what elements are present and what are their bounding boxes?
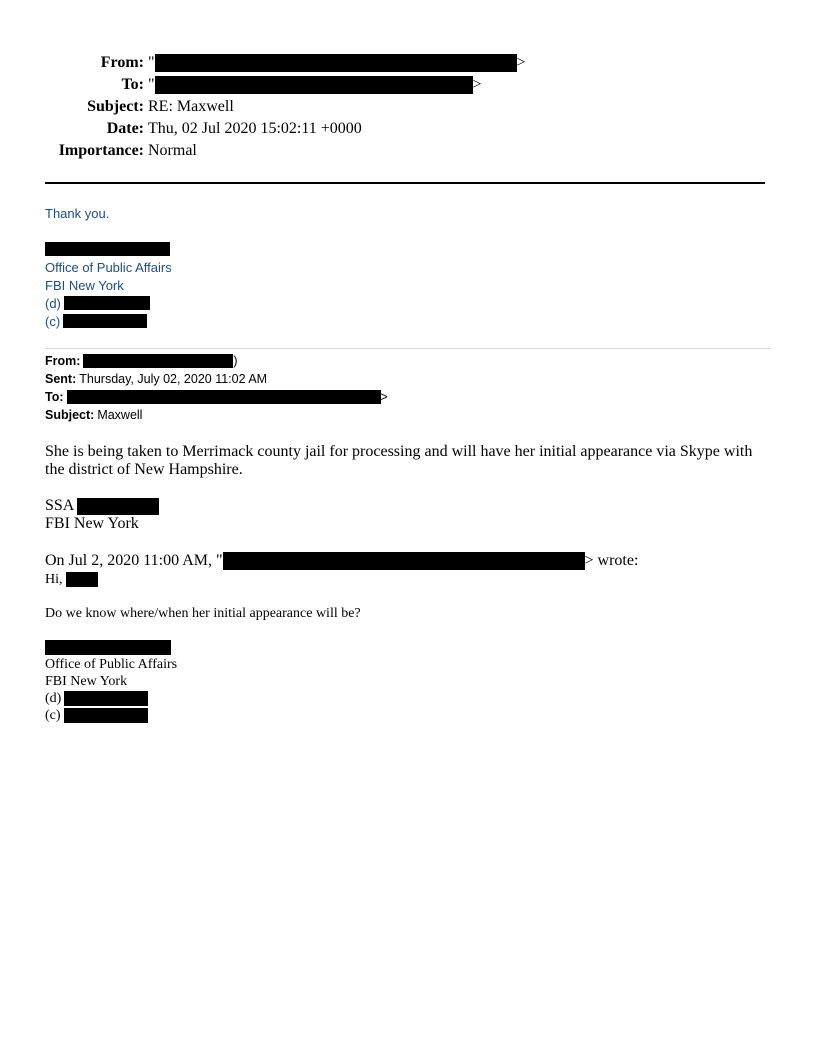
fwd-to-label: To:: [45, 390, 64, 404]
subject-value: RE: Maxwell: [148, 98, 234, 115]
quote-greeting: Hi,: [45, 571, 63, 587]
redaction-bar: [77, 498, 159, 515]
redaction-bar: [64, 296, 150, 310]
fwd-subject-value: Maxwell: [97, 408, 143, 422]
redaction-bar: [223, 552, 585, 570]
redaction-bar: [45, 242, 170, 256]
fwd-sent-value: Thursday, July 02, 2020 11:02 AM: [79, 372, 268, 386]
redaction-bar: [63, 314, 147, 328]
quoted-message: [45, 551, 765, 724]
redaction-bar: [155, 76, 473, 94]
redaction-bar: [67, 390, 381, 404]
from-quote: ": [148, 54, 155, 71]
importance-label: Importance:: [58, 142, 144, 159]
signature-title: SSA: [45, 497, 75, 514]
redaction-bar: [155, 54, 517, 72]
to-label: To:: [121, 76, 144, 93]
quote-sig-org: FBI New York: [45, 673, 128, 689]
redaction-bar: [64, 691, 148, 706]
to-close: >: [472, 76, 482, 93]
redaction-bar: [83, 354, 233, 368]
redaction-bar: [45, 640, 171, 655]
quote-sig-d-label: (d): [45, 690, 62, 706]
forwarded-header: [45, 352, 388, 424]
quote-sig-c-label: (c): [45, 707, 61, 723]
fwd-sent-label: Sent:: [45, 372, 77, 386]
header-from-row: [0, 52, 760, 74]
header-importance-row: [0, 140, 760, 162]
header-to-row: [0, 74, 760, 96]
date-label: Date:: [106, 120, 144, 137]
reply-text: Thank you.: [45, 205, 110, 221]
header-date-row: [0, 118, 760, 140]
reply-block: [45, 204, 172, 330]
fwd-from-close: ): [233, 354, 238, 368]
redaction-bar: [64, 708, 148, 723]
signature-c-label: (c): [45, 313, 61, 329]
header-divider: [45, 182, 765, 184]
email-header: [0, 52, 760, 162]
fwd-from-label: From:: [45, 354, 81, 368]
signature-org: FBI New York: [45, 515, 139, 532]
header-subject-row: [0, 96, 760, 118]
fwd-subject-label: Subject:: [45, 408, 95, 422]
date-value: Thu, 02 Jul 2020 15:02:11 +0000: [148, 120, 362, 137]
quote-intro-suffix: > wrote:: [584, 552, 639, 569]
fwd-to-close: >: [380, 390, 388, 404]
signature-office: Office of Public Affairs: [45, 259, 172, 275]
message-separator: [45, 348, 771, 349]
signature-d-label: (d): [45, 295, 61, 311]
from-label: From:: [100, 54, 144, 71]
quote-sig-office: Office of Public Affairs: [45, 656, 178, 672]
quote-question: Do we know where/when her initial appearance will be?: [45, 605, 361, 621]
forwarded-body: [45, 443, 765, 533]
to-quote: ": [148, 76, 155, 93]
quote-intro-prefix: On Jul 2, 2020 11:00 AM, ": [45, 552, 223, 569]
subject-label: Subject:: [87, 98, 144, 115]
importance-value: Normal: [148, 142, 197, 159]
from-close: >: [516, 54, 526, 71]
signature-org: FBI New York: [45, 277, 124, 293]
body-paragraph: She is being taken to Merrimack county jail for processing and will have her initial appearance via Skype with the district of New Hampshire.: [45, 443, 753, 478]
redaction-bar: [66, 572, 98, 587]
